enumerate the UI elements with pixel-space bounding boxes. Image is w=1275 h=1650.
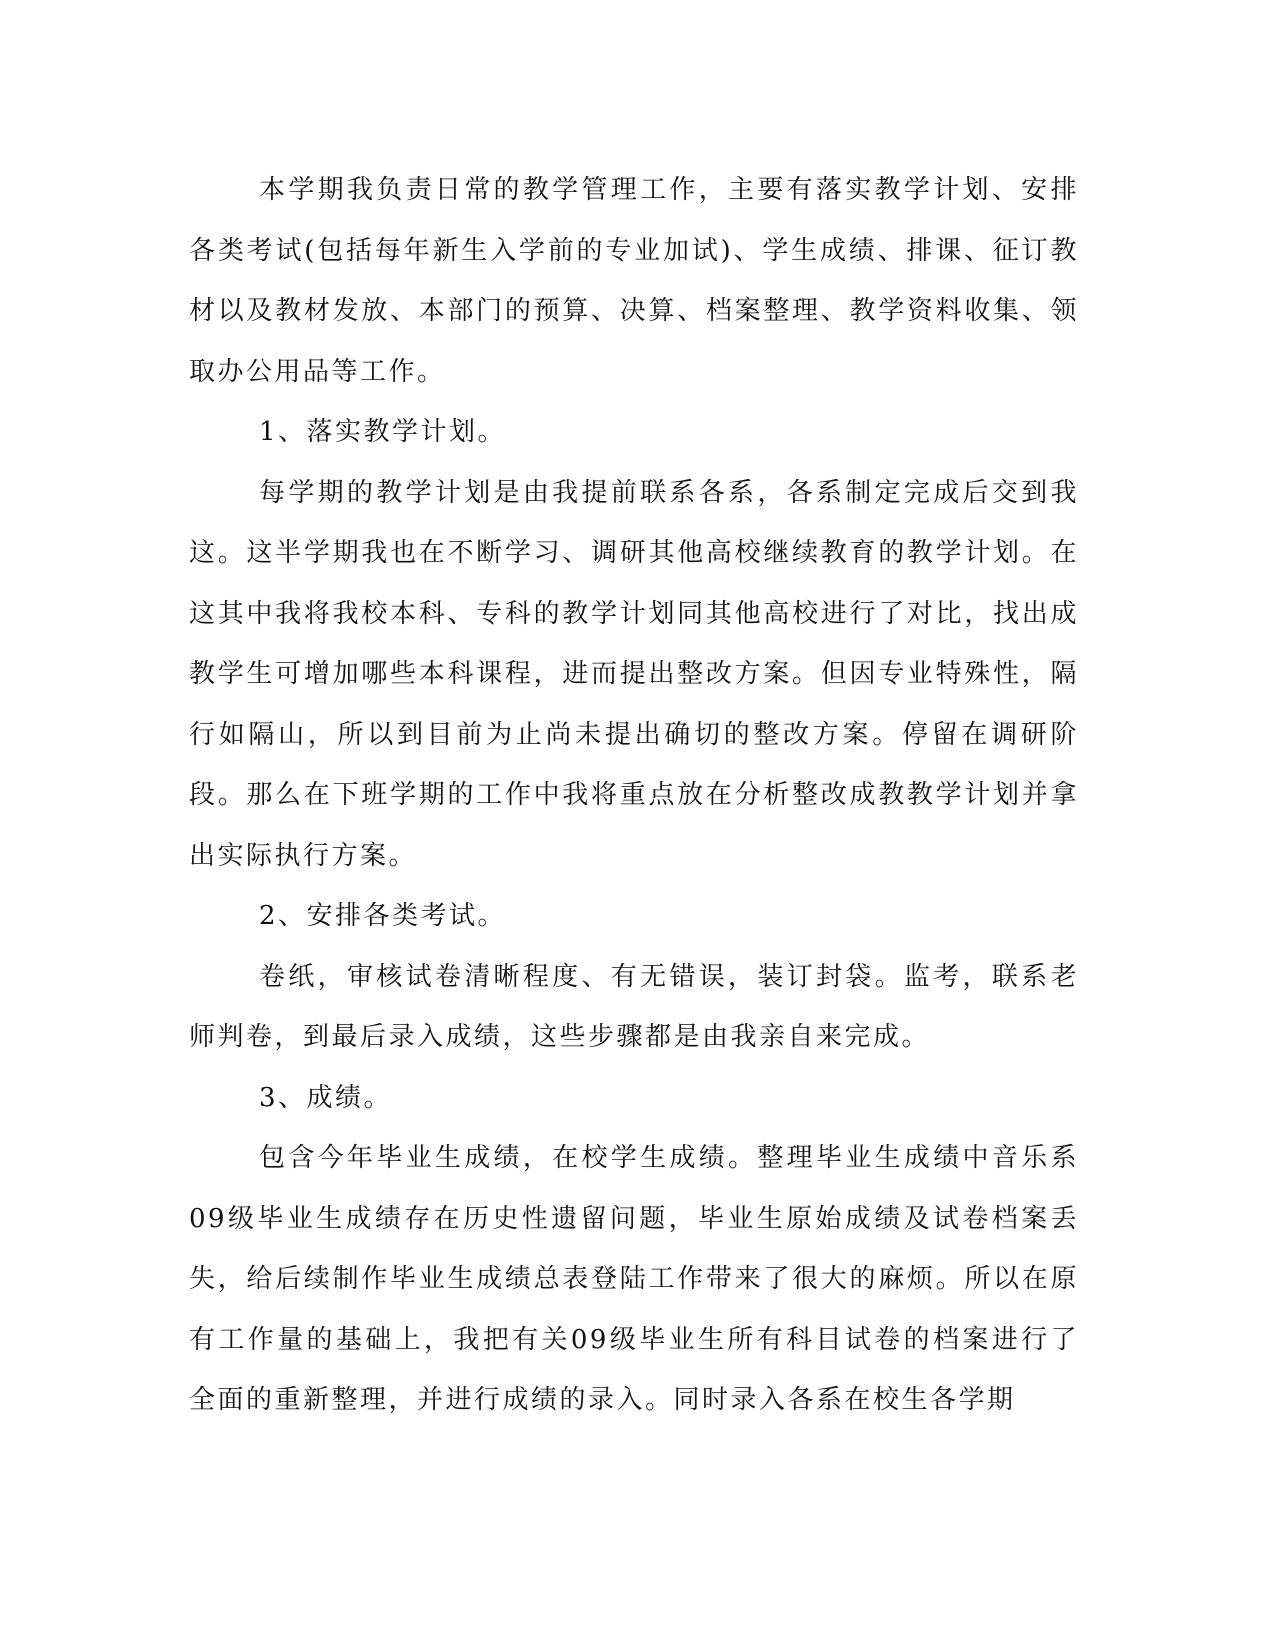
section-heading-exams: 2、安排各类考试。 <box>259 901 507 931</box>
paragraph-intro: 本学期我负责日常的教学管理工作，主要有落实教学计划、安排各类考试(包括每年新生入学前的专业加试)、学生成绩、排课、征订教材以及教材发放、本部门的预算、决算、档案整理、教学资料收集、领取办公用品等工作。 <box>189 175 1079 387</box>
section-heading-teaching-plan: 1、落实教学计划。 <box>259 417 507 447</box>
paragraph-grades: 包含今年毕业生成绩，在校学生成绩。整理毕业生成绩中音乐系09级毕业生成绩存在历史性遗留问题，毕业生原始成绩及试卷档案丢失，给后续制作毕业生成绩总表登陆工作带来了很大的麻烦。所以在原有工作量的基础上，我把有关09级毕业生所有科目试卷的档案进行了全面的重新整理，并进行成绩的录入。同时录入各系在校生各学期 <box>189 1143 1079 1415</box>
section-heading-grades: 3、成绩。 <box>259 1082 393 1113</box>
document-body <box>189 160 1079 1431</box>
paragraph-teaching-plan: 每学期的教学计划是由我提前联系各系，各系制定完成后交到我这。这半学期我也在不断学习、调研其他高校继续教育的教学计划。在这其中我将我校本科、专科的教学计划同其他高校进行了对比，找出成教学生可增加哪些本科课程，进而提出整改方案。但因专业特殊性，隔行如隔山，所以到目前为止尚未提出确切的整改方案。停留在调研阶段。那么在下班学期的工作中我将重点放在分析整改成教教学计划并拿出实际执行方案。 <box>189 477 1079 871</box>
paragraph-exams: 卷纸，审核试卷清晰程度、有无错误，装订封袋。监考，联系老师判卷，到最后录入成绩，这些步骤都是由我亲自来完成。 <box>189 961 1079 1052</box>
